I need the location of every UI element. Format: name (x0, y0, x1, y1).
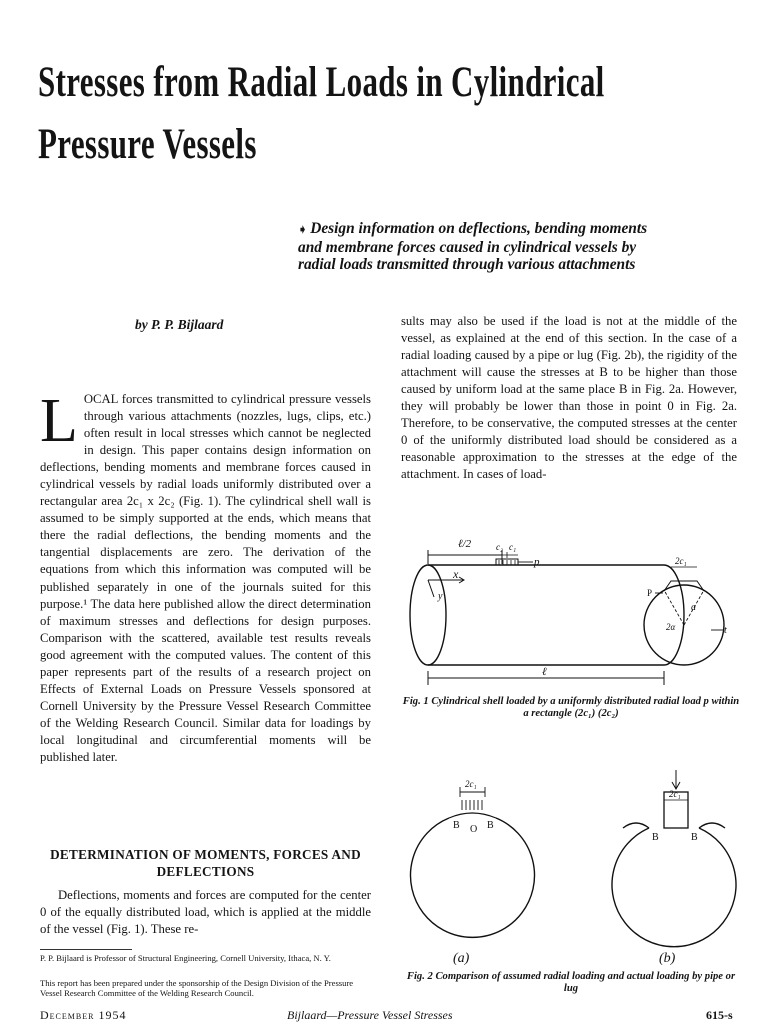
label-a: a (691, 602, 696, 613)
drop-cap: L (40, 387, 78, 455)
figure-1-caption: Fig. 1 Cylindrical shell loaded by a uniformly distributed radial load p within a rectangle (2c₁) (2c₂) (402, 696, 740, 719)
label-O-a: O (470, 824, 478, 835)
label-c1: c₁ (509, 542, 517, 552)
figure-2-diagram (401, 770, 746, 968)
figure-2-caption: Fig. 2 Comparison of assumed radial loading and actual loading by pipe or lug (406, 971, 736, 994)
label-B-a-right: B (487, 820, 494, 831)
article-title (38, 52, 605, 176)
label-2c1-a: 2c₁ (465, 779, 477, 789)
label-B-b-left: B (652, 832, 659, 843)
deck-text: Design information on deflections, bending moments and membrane forces caused in cylindrical vessels by radial loads transmitted through various attachments (298, 220, 648, 273)
label-half-length: ℓ/2 (458, 538, 472, 550)
title-line-1: Stresses from Radial Loads in Cylindrical (38, 59, 605, 106)
label-2alpha: 2α (666, 622, 676, 632)
footer-running-title: Bijlaard—Pressure Vessel Stresses (287, 1008, 453, 1022)
label-c2: c₂ (496, 542, 504, 552)
article-deck (298, 220, 743, 273)
label-t: t (724, 625, 727, 636)
figure-1-diagram (401, 533, 746, 693)
body-column-1 (40, 387, 371, 766)
footer-date: December 1954 (40, 1008, 127, 1022)
label-p: p (534, 556, 540, 568)
label-P: P (647, 588, 653, 598)
figure-2a-shell (411, 818, 535, 937)
distributed-load-arrows (462, 800, 482, 810)
label-B-b-right: B (691, 832, 698, 843)
footnote-sponsor: This report has been prepared under the sponsorship of the Design Division of the Pressure Vessel Research Committee of the Welding Research Council. (40, 978, 354, 998)
label-2c1-section: 2c₁ (675, 556, 687, 566)
label-y: y (438, 591, 443, 602)
byline: by P. P. Bijlaard (135, 317, 224, 332)
body-paragraph-1: OCAL forces transmitted to cylindrical pressure vessels through various attachments (nozzles, lugs, clips, etc.) often result in local stresses which cannot be neglected in design. This paper contains design information on deflections, bending moments and membrane forces caused in cylindrical vessels by radial loads uniformly distributed over a rectangular area 2c₁ x 2c₂ (Fig. 1). The cylindrical shell wall is assumed to be simply supported at the ends, which means that there the radial deflections, the bending moments and the tangential displacements are zero. The derivation of the equations from which this information was computed will be published separately in one of the journals suited for this purpose.¹ The data here published allow the direct determination of maximum stresses and deflections for design purposes. Comparison with the scattered, available test results reveals good agreement with the computed values. The content of this paper represents part of the results of a research project on Effects of External Loads on Pressure Vessels sponsored at Cornell University by the Pressure Vessel Research Committee of the Welding Research Council. Similar data for loadings by local longitudinal and circumferential moments will be published later. (40, 392, 371, 764)
arrow-icon: ➧ (298, 224, 308, 236)
body-column-2: sults may also be used if the load is not at the middle of the vessel, as explained at the end of this section. In the case of a radial loading caused by a pipe or lug (Fig. 2b), the rigidity of the attachment will cause the stresses at B to be higher than those caused by uniform load at the same place B in Fig. 2a. However, they will probably be lower than those in point 0 in Fig. 2a. Therefore, to be conservative, the computed stresses at the center 0 of the uniformly distributed load should be considered as a reasonable approximation to the stresses at the edge of the attachment. In cases of load- (401, 314, 737, 482)
cylinder-right-end (664, 565, 684, 665)
page-number: 615-s (706, 1008, 733, 1022)
figure-2b-shell (612, 828, 736, 947)
title-line-2: Pressure Vessels (38, 121, 257, 168)
label-part-a: (a) (453, 951, 470, 966)
footnote-rule (40, 949, 132, 950)
label-B-a-left: B (453, 820, 460, 831)
label-part-b: (b) (659, 951, 676, 966)
body-paragraph-2: Deflections, moments and forces are computed for the center 0 of the equally distributed load, which is applied at the middle of the vessel (Fig. 1). These re- (40, 888, 371, 937)
label-x: x (453, 567, 459, 581)
footnote-author: P. P. Bijlaard is Professor of Structural Engineering, Cornell University, Ithaca, N. Y. (40, 953, 331, 963)
label-length: ℓ (542, 666, 547, 678)
label-2c1-b: 2c₁ (669, 789, 681, 799)
section-heading: DETERMINATION OF MOMENTS, FORCES AND DEFLECTIONS (50, 847, 361, 879)
